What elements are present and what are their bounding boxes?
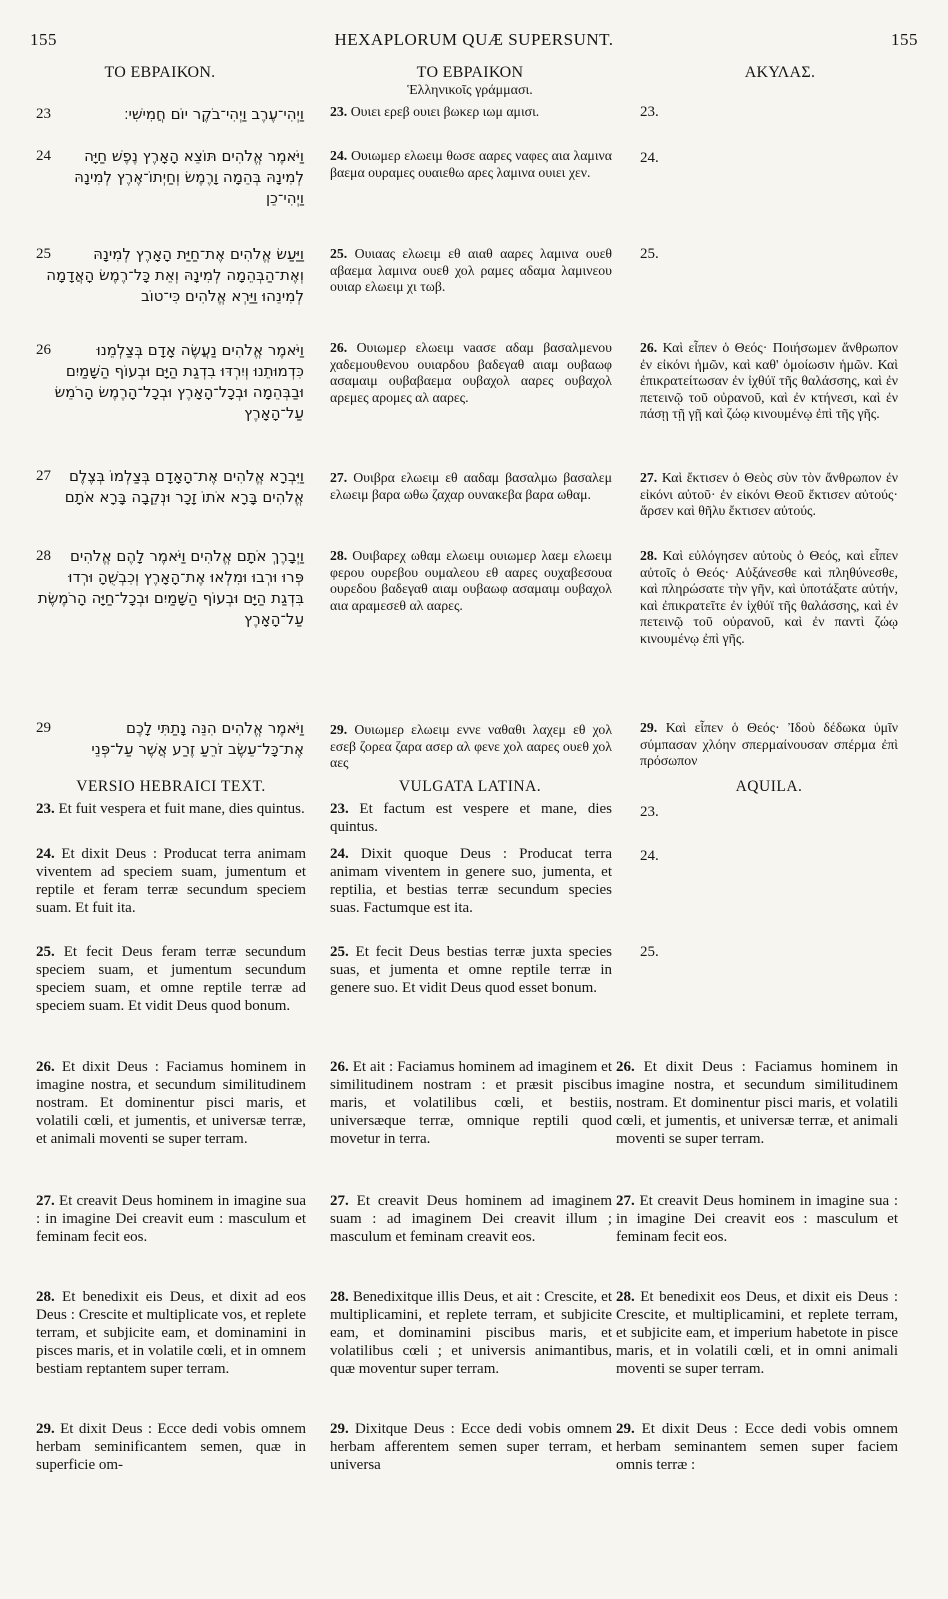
aquila-greek-verse-27: 27. Καὶ ἔκτισεν ὁ Θεὸς σὺν τὸν ἄνθρωπον ἐν εἰκόνι αὐτοῦ· ἐν εἰκόνι Θεοῦ ἔκτισεν αὐτούς· ἄρσεν καὶ θῆλυ ἔκτισεν αὐτούς. (640, 470, 898, 518)
aquila-greek-verse-26: 26. Καὶ εἶπεν ὁ Θεός· Ποιήσωμεν ἄνθρωπον ἐν εἰκόνι ἡμῶν, καὶ καθ' ὁμοίωσιν ἡμῶν. Καὶ ἐπικρατείτωσαν ἐν ἰχθύϊ τῆς θαλάσσης, καὶ ἐν πετεινῷ τοῦ οὐρανοῦ, καὶ ἐν κτήνεσι, καὶ ἐν πάσῃ τῇ γῇ καὶ ζώῳ κινουμένῳ ἐπὶ τῆς γῆς. (640, 340, 899, 421)
versio-verse-29: 29. Et dixit Deus : Ecce dedi vobis omnem herbam seminificantem semen, quæ in superficie om- (36, 1421, 306, 1473)
versio-heading: VERSIO HEBRAICI TEXT. (76, 778, 266, 795)
hebrew-column-heading: ΤΟ ΕΒΡΑΙΚΟΝ. (104, 64, 216, 81)
aquila-greek-verse-29: 29. Καὶ εἶπεν ὁ Θεός· Ἰδοὺ δέδωκα ὑμῖν σύμπασαν χλόην σπερμαίνουσαν σπέρμα ἐπὶ πρόσωπον (640, 720, 898, 768)
aquila-latin-verse-29: 29. Et dixit Deus : Ecce dedi vobis omnem herbam seminantem semen super faciem omnis terræ : (616, 1421, 898, 1473)
translit-verse-29: 29. Ουιωμερ ελωειμ εννε ναθαθι λαχεμ εθ χολ εσεβ ζορεα ζαρα ασερ αλ φενε χολ ααρες ουεθ χολ αες (330, 722, 613, 770)
versio-verse-25: 25. Et fecit Deus feram terræ secundum speciem suam, et jumentum secundum speciem suam, et omne reptile terræ ad speciem suam. Et vidit Deus quod bonum. (36, 944, 307, 1014)
versio-verse-23: 23. Et fuit vespera et fuit mane, dies quintus. (36, 801, 305, 817)
running-title: HEXAPLORUM QUÆ SUPERSUNT. (334, 30, 614, 49)
vulgata-verse-25: 25. Et fecit Deus bestias terræ juxta species suas, et jumenta et omne reptile terræ in genere suo. Et vidit Deus quod esset bonum. (330, 944, 613, 996)
vulgata-verse-29: 29. Dixitque Deus : Ecce dedi vobis omnem herbam afferentem semen super terram, et universa (330, 1421, 612, 1473)
transliteration-subheading: Ἑλληνικοῖς γράμμασι. (407, 83, 533, 98)
versio-verse-28: 28. Et benedixit eis Deus, et dixit ad eos Deus : Crescite et multiplicate vos, et replete terram, et subjicite eam, et dominamini in pisces maris, et in volatile cœli, et in omnem bestiam reptantem super terram. (36, 1289, 306, 1377)
versio-verse-27: 27. Et creavit Deus hominem in imagine sua : in imagine Dei creavit eum : masculum et feminam fecit eos. (36, 1193, 306, 1245)
vulgata-verse-23: 23. Et factum est vespere et mane, dies quintus. (330, 801, 612, 835)
translit-verse-26: 26. Ουιωμερ ελωειμ νаασε αδαμ βασαλμενου χαδεμουθενου ουιαρδου βαδεγαθ αιαμ ουβαωφ ασαμαιμ ουβαβαεμα ουβαχολ ααρες ουβαχολ αρεμες αρομες αλ ααρες. (330, 340, 612, 405)
translit-verse-28: 28. Ουιβαρεχ ωθαμ ελωειμ ουιωμερ λαεμ ελωειμ φερου ουρεβου ουμαλεου εθ ααρες ουχαβεσουα ουρεδου βαδεγαθ αιαμ ουβαωφ ασαμαιμ ουβαχολ αια αραμεσεθ αλ ααρες. (330, 548, 612, 613)
page-number-right: 155 (891, 30, 918, 49)
aquila-greek-verse-24: 24. (640, 150, 659, 166)
translit-verse-24: 24. Ουιωμερ ελωειμ θωσε ααρες ναφες αια λαμινα βαεμα ουραμες ουαιεθω αρες λαμινα ουιει χεν. (330, 148, 612, 180)
aquila-greek-verse-25: 25. (640, 246, 659, 262)
translit-verse-23: 23. Ουιει ερεβ ουιει βωκερ ιωμ αμισι. (330, 104, 540, 119)
aquila-column-heading: ΑΚΥΛΑΣ. (744, 64, 816, 81)
aquila-latin-verse-24: 24. (640, 848, 659, 864)
hebrew-verse-29: 29 וַיֹּאמֶר אֱלֹהִים הִנֵּה נָתַתִּי לָכֶם אֶת־כָּל־עֵשֶׂב זֹרֵעַ זֶרַע אֲשֶׁר עַל־פְּנֵי (36, 719, 304, 758)
aquila-greek-verse-28: 28. Καὶ εὐλόγησεν αὐτοὺς ὁ Θεός, καὶ εἶπεν αὐτοῖς ὁ Θεός· Αὐξάνεσθε καὶ πληθύνεσθε, καὶ πληρώσατε τὴν γῆν, καὶ ὑποτάξατε αὐτήν, καὶ ἐπικρατεῖτε ἐν ἰχθύϊ τῆς θαλάσσης, καὶ ἐν πετεινῷ τοῦ οὐρανοῦ, καὶ ἐν παντὶ ζώῳ κινουμένῳ ἐπὶ γῆς. (640, 548, 898, 646)
page-header (30, 30, 918, 52)
page-number-left: 155 (30, 30, 57, 49)
aquila-latin-heading: AQUILA. (735, 778, 803, 795)
vulgata-heading: VULGATA LATINA. (398, 778, 542, 795)
versio-verse-24: 24. Et dixit Deus : Producat terra animam viventem ad speciem suam, jumentum et reptile et feram terræ secundum speciem suam. Et fuit ita. (36, 846, 306, 916)
transliteration-column-heading: ΤΟ ΕΒΡΑΙΚΟΝ (416, 64, 524, 81)
hebrew-verse-24: 24 וַיֹּאמֶר אֱלֹהִים תּוֹצֵא הָאָרֶץ נֶפֶשׁ חַיָּה לְמִינָהּ בְּהֵמָה וָרֶמֶשׂ וְחַיְתוֹ־אֶרֶץ לְמִינָהּ וַיְהִי־כֵן (36, 147, 304, 207)
vulgata-verse-26: 26. Et ait : Faciamus hominem ad imaginem et similitudinem nostram : et præsit piscibus maris, et volatilibus cœli, et bestiis, universæque terræ, omnique reptili quod movetur in terra. (330, 1059, 613, 1147)
aquila-latin-verse-23: 23. (640, 804, 659, 820)
hebrew-verse-23: 23 וַיְהִי־עֶרֶב וַיְהִי־בֹקֶר יוֹם חֲמִישִׁי׃ (36, 105, 304, 123)
aquila-latin-verse-28: 28. Et benedixit eos Deus, et dixit eis Deus : Crescite, et multiplicamini, et replete terram, et subjicite eam, et imperium habetote in pisce maris, et in volatili cœli, et in omni animali moventi se super terram. (616, 1289, 898, 1377)
hebrew-verse-26: 26 וַיֹּאמֶר אֱלֹהִים נַעֲשֶׂה אָדָם בְּצַלְמֵנוּ כִּדְמוּתֵנוּ וְיִרְדּוּ בִדְגַת הַיָּם וּבְעוֹף הַשָּׁמַיִם וּבַבְּהֵמָה וּבְכָל־הָאָרֶץ וּבְכָל־הָרֶמֶשׂ הָרֹמֵשׂ עַל־הָאָרֶץ (36, 341, 304, 422)
aquila-greek-verse-23: 23. (640, 104, 659, 120)
vulgata-verse-27: 27. Et creavit Deus hominem ad imaginem suam : ad imaginem Dei creavit illum ; masculum et feminam creavit eos. (330, 1193, 613, 1245)
vulgata-verse-28: 28. Benedixitque illis Deus, et ait : Crescite, et multiplicamini, et replete terram, et subjicite eam, et dominamini piscibus maris, et volatilibus cœli ; et universis animantibus, quæ moventur super terram. (330, 1289, 612, 1377)
aquila-latin-verse-27: 27. Et creavit Deus hominem in imagine sua : in imagine Dei creavit eos : masculum et feminam fecit eos. (616, 1193, 898, 1245)
hebrew-verse-25: 25 וַיַּעַשׂ אֱלֹהִים אֶת־חַיַּת הָאָרֶץ לְמִינָהּ וְאֶת־הַבְּהֵמָה לְמִינָהּ וְאֵת כָּל־רֶמֶשׂ הָאֲדָמָה לְמִינֵהוּ וַיַּרְא אֱלֹהִים כִּי־טוֹב (36, 245, 304, 305)
translit-verse-25: 25. Ουιαας ελωειμ εθ αιαθ ααρες λαμινα ουεθ αβαεμα λαμινα ουεθ χολ ραμες αδαμα λαμινεου ουιαρ ελωειμ χι τωβ. (330, 246, 613, 294)
translit-verse-27: 27. Ουιβρα ελωειμ εθ ααδαμ βασαλμω βασαλεμ ελωειμ βαρα ωθω ζαχαρ ουνακεβα βαρα ωθαμ. (330, 470, 612, 502)
aquila-latin-verse-25: 25. (640, 944, 659, 960)
aquila-latin-verse-26: 26. Et dixit Deus : Faciamus hominem in imagine nostra, et secundum similitudinem nostram. Et dominentur pisci maris, et volatili cœli, et jumentis, et universæ terræ, et animali moventi se super terram. (616, 1059, 899, 1147)
hebrew-verse-27: 27 וַיִּבְרָא אֱלֹהִים אֶת־הָאָדָם בְּצַלְמוֹ בְּצֶלֶם אֱלֹהִים בָּרָא אֹתוֹ זָכָר וּנְקֵבָה בָּרָא אֹתָם (36, 467, 304, 506)
vulgata-verse-24: 24. Dixit quoque Deus : Producat terra animam viventem in genere suo, jumenta, et reptilia, et bestias terræ secundum species suas. Factumque est ita. (330, 846, 612, 916)
versio-verse-26: 26. Et dixit Deus : Faciamus hominem in imagine nostra, et secundum similitudinem nostram. Et dominentur pisci maris, et volatili cœli, et jumentis, et universæ terræ, et animali moventi se super terram. (36, 1059, 306, 1147)
hebrew-verse-28: 28 וַיְבָרֶךְ אֹתָם אֱלֹהִים וַיֹּאמֶר לָהֶם אֱלֹהִים פְּרוּ וּרְבוּ וּמִלְאוּ אֶת־הָאָרֶץ וְכִבְשֻׁהָ וּרְדוּ בִּדְגַת הַיָּם וּבְעוֹף הַשָּׁמַיִם וּבְכָל־חַיָּה הָרֹמֶשֶׂת עַל־הָאָרֶץ (36, 547, 304, 628)
